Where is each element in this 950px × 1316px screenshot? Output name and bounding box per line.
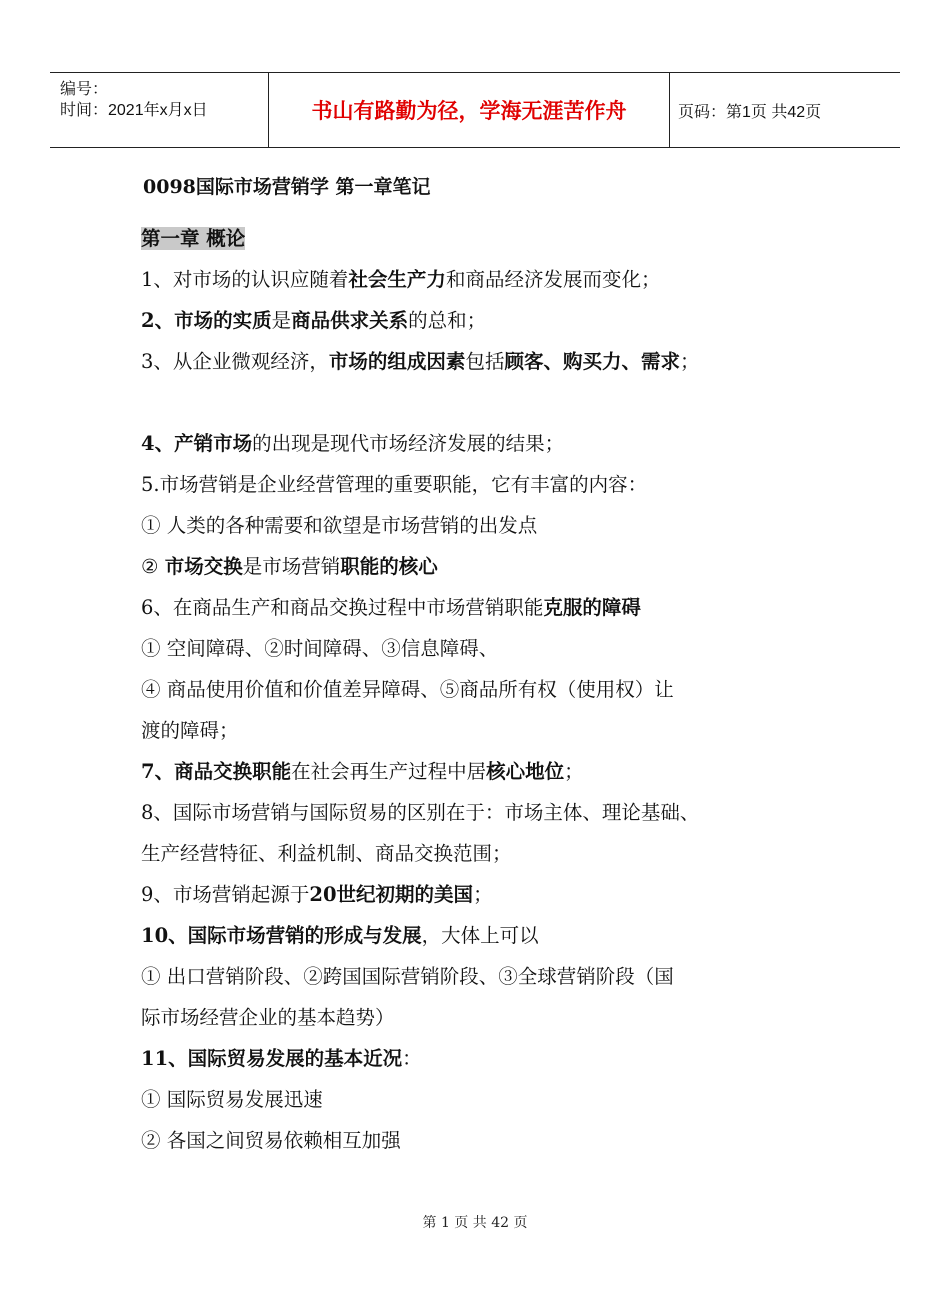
note-text: ① 人类的各种需要和欲望是市场营销的出发点 (141, 514, 538, 537)
note-text: ： (402, 1047, 422, 1070)
document-body (141, 218, 841, 1161)
note-text: 是市场营销 (242, 555, 341, 578)
note-line (141, 259, 841, 300)
time-label: 时间：2021年x月x日 (60, 102, 208, 119)
note-text: 8、国际市场营销与国际贸易的区别在于：市场主体、理论基础、 (141, 801, 700, 824)
note-emphasis: 社会生产力 (348, 268, 446, 291)
chapter-heading: 第一章 概论 (141, 227, 246, 250)
note-text: ① 出口营销阶段、②跨国国际营销阶段、③全球营销阶段（国 (141, 965, 674, 988)
note-text: 际市场经营企业的基本趋势） (141, 1006, 395, 1029)
page-info: 页码：第1页 共42页 (678, 103, 822, 121)
note-text: 1、对市场的认识应随着 (141, 268, 349, 291)
blank-line (141, 382, 841, 423)
note-emphasis: 7、商品交换职能 (141, 760, 292, 783)
note-text: 渡的障碍； (141, 719, 239, 742)
note-line (141, 833, 841, 874)
document-title: 0098国际市场营销学 第一章笔记 (143, 176, 431, 198)
note-line (141, 300, 841, 341)
note-line (141, 669, 841, 710)
note-line (141, 710, 841, 751)
note-text: 在社会再生产过程中居 (291, 760, 487, 783)
note-text: ④ 商品使用价值和价值差异障碍、⑤商品所有权（使用权）让 (141, 678, 674, 701)
note-text: 生产经营特征、利益机制、商品交换范围； (141, 842, 512, 865)
note-text: 的总和； (408, 309, 487, 332)
note-emphasis: 商品供求关系 (291, 309, 409, 332)
note-emphasis: 4、产销市场 (141, 432, 253, 455)
note-emphasis: 市场的组成因素 (328, 350, 466, 373)
note-emphasis: 10、国际市场营销的形成与发展 (141, 924, 422, 947)
note-line (141, 751, 841, 792)
note-emphasis: 2、市场的实质 (141, 309, 272, 332)
note-line (141, 587, 841, 628)
note-emphasis: 20世纪初期的美国 (309, 883, 474, 906)
note-text: ① 空间障碍、②时间障碍、③信息障碍、 (141, 637, 499, 660)
note-emphasis: 核心地位 (486, 760, 565, 783)
page-footer: 第 1 页 共 42 页 (422, 1215, 528, 1231)
note-line (141, 915, 841, 956)
note-text: ② (141, 555, 165, 578)
note-line (141, 956, 841, 997)
note-text: ② 各国之间贸易依赖相互加强 (141, 1129, 401, 1152)
note-emphasis: 市场交换 (164, 555, 243, 578)
note-text: 9、市场营销起源于 (141, 883, 310, 906)
note-line (141, 628, 841, 669)
note-emphasis: 顾客、购买力、需求 (504, 350, 680, 373)
note-emphasis: 11、国际贸易发展的基本近况 (141, 1047, 403, 1070)
number-label: 编号： (60, 81, 109, 98)
note-line (141, 464, 841, 505)
note-line (141, 874, 841, 915)
note-text: 的出现是现代市场经济发展的结果； (252, 432, 565, 455)
chapter-heading-line (141, 218, 841, 259)
note-line (141, 341, 841, 382)
note-line (141, 792, 841, 833)
note-line (141, 997, 841, 1038)
notes-list (141, 259, 841, 1161)
note-line (141, 546, 841, 587)
note-emphasis: 职能的核心 (340, 555, 438, 578)
page-header (50, 72, 900, 148)
note-text: ① 国际贸易发展迅速 (141, 1088, 323, 1111)
note-line (141, 1120, 841, 1161)
note-text: ； (473, 883, 493, 906)
note-text: 包括 (465, 350, 505, 373)
note-text: 3、从企业微观经济， (141, 350, 329, 373)
note-line (141, 1038, 841, 1079)
motto: 书山有路勤为径，学海无涯苦作舟 (268, 73, 670, 147)
note-text: 5.市场营销是企业经营管理的重要职能，它有丰富的内容： (141, 473, 648, 496)
header-meta (60, 79, 208, 121)
note-text: ； (564, 760, 584, 783)
note-line (141, 423, 841, 464)
note-text: ，大体上可以 (421, 924, 539, 947)
note-text: 和商品经济发展而变化； (445, 268, 661, 291)
note-line (141, 1079, 841, 1120)
note-text: 6、在商品生产和商品交换过程中市场营销职能 (141, 596, 544, 619)
note-emphasis: 克服的障碍 (543, 596, 641, 619)
note-text: 是 (271, 309, 292, 332)
note-text: ； (679, 350, 700, 373)
note-line (141, 505, 841, 546)
